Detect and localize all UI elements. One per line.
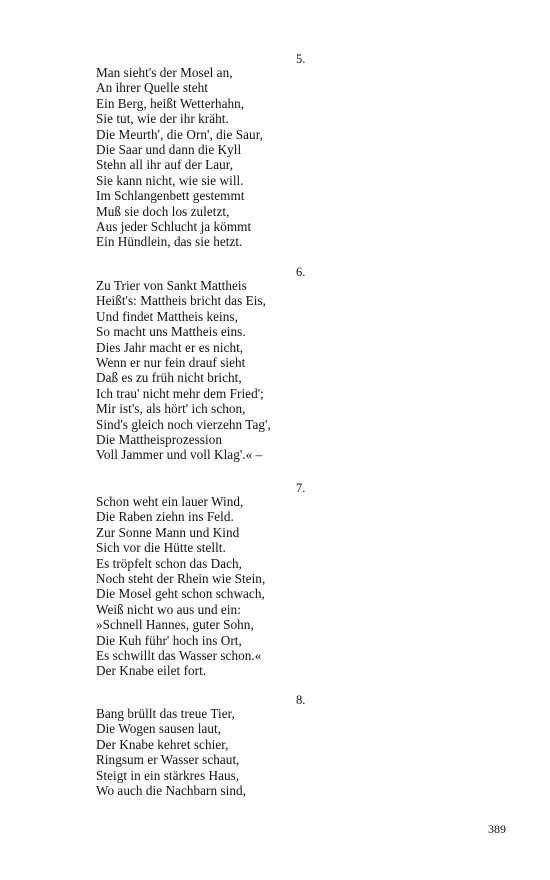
verse-line: Die Wogen sausen laut,	[96, 721, 222, 737]
stanza-lines	[96, 706, 246, 798]
verse-line: So macht uns Mattheis eins.	[96, 324, 246, 340]
verse-line: Die Mosel geht schon schwach,	[96, 586, 265, 602]
verse-line: Die Mattheisprozession	[96, 432, 222, 448]
verse-line: Muß sie doch los zuletzt,	[96, 203, 230, 219]
stanza-lines	[96, 494, 265, 679]
verse-line: Mir ist's, als hört' ich schon,	[96, 401, 246, 417]
verse-line: »Schnell Hannes, guter Sohn,	[96, 617, 254, 633]
verse-line: Ringsum er Wasser schaut,	[96, 752, 240, 768]
verse-line: Sie kann nicht, wie sie will.	[96, 172, 244, 188]
verse-line: Ein Hündlein, das sie hetzt.	[96, 234, 243, 250]
verse-line: Die Saar und dann die Kyll	[96, 142, 242, 158]
verse-line: Der Knabe eilet fort.	[96, 663, 207, 679]
verse-line: Die Kuh führ' hoch ins Ort,	[96, 632, 242, 648]
verse-line: Es tröpfelt schon das Dach,	[96, 555, 243, 571]
verse-line: Ich trau' nicht mehr dem Fried';	[96, 385, 264, 401]
verse-line: Steigt in ein stärkres Haus,	[96, 767, 240, 783]
verse-line: Wenn er nur fein drauf sieht	[96, 355, 246, 371]
stanza-number: 7.	[296, 481, 306, 495]
verse-line: Stehn all ihr auf der Laur,	[96, 157, 234, 173]
verse-line: Die Raben ziehn ins Feld.	[96, 509, 234, 525]
verse-line: Zu Trier von Sankt Mattheis	[96, 278, 247, 293]
verse-line: Schon weht ein lauer Wind,	[96, 494, 244, 509]
verse-line: Wo auch die Nachbarn sind,	[96, 783, 247, 799]
verse-line: Es schwillt das Wasser schon.«	[96, 648, 262, 664]
verse-line: Weiß nicht wo aus und ein:	[96, 601, 241, 617]
stanza-number: 8.	[296, 693, 306, 707]
stanza-lines	[96, 65, 263, 250]
verse-line: Sind's gleich noch vierzehn Tag',	[96, 416, 271, 432]
verse-line: Der Knabe kehret schier,	[96, 736, 229, 752]
verse-line: Die Meurth', die Orn', die Saur,	[96, 126, 263, 142]
verse-line: Daß es zu früh nicht bricht,	[96, 370, 242, 386]
stanza-number: 6.	[296, 265, 306, 279]
verse-line: Noch steht der Rhein wie Stein,	[96, 571, 266, 587]
stanza-lines	[96, 278, 271, 463]
stanza-number: 5.	[296, 52, 306, 66]
verse-line: Aus jeder Schlucht ja kömmt	[96, 219, 252, 235]
verse-line: Bang brüllt das treue Tier,	[96, 706, 235, 721]
verse-line: Zur Sonne Mann und Kind	[96, 524, 240, 540]
verse-line: Dies Jahr macht er es nicht,	[96, 339, 244, 355]
verse-line: Und findet Mattheis keins,	[96, 308, 238, 324]
page-number: 389	[488, 822, 506, 836]
verse-line: Man sieht's der Mosel an,	[96, 65, 233, 80]
verse-line: Heißt's: Mattheis bricht das Eis,	[96, 293, 266, 309]
verse-line: Sie tut, wie der ihr kräht.	[96, 111, 229, 127]
verse-line: Im Schlangenbett gestemmt	[96, 188, 245, 204]
verse-line: Voll Jammer und voll Klag'.« –	[96, 447, 263, 463]
verse-line: An ihrer Quelle steht	[96, 80, 209, 96]
verse-line: Ein Berg, heißt Wetterhahn,	[96, 95, 245, 111]
verse-line: Sich vor die Hütte stellt.	[96, 540, 226, 556]
